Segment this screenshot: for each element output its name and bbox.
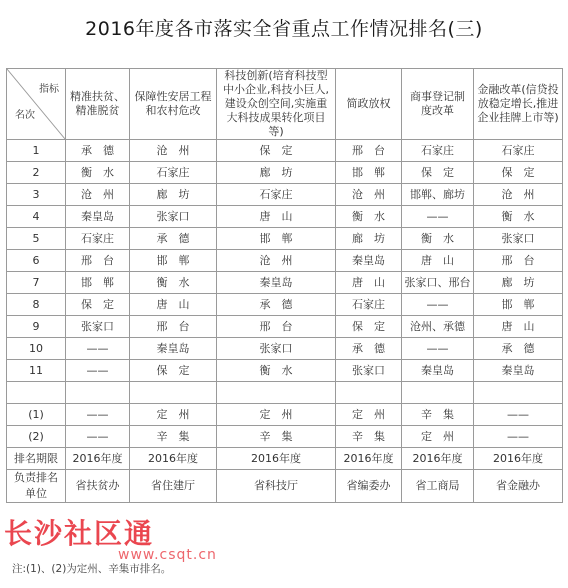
table-cell: 邢 台 xyxy=(66,250,130,272)
table-cell: 唐 山 xyxy=(474,316,563,338)
table-cell: 衡 水 xyxy=(336,206,402,228)
table-row xyxy=(7,184,563,206)
table-cell: 秦皇岛 xyxy=(217,272,336,294)
column-header: 保障性安居工程和农村危改 xyxy=(130,69,217,140)
table-cell: 沧 州 xyxy=(217,250,336,272)
table-row xyxy=(7,272,563,294)
table-cell: 沧 州 xyxy=(336,184,402,206)
table-cell: 廊 坊 xyxy=(474,272,563,294)
table-cell: —— xyxy=(474,426,563,448)
table-cell: 石家庄 xyxy=(474,140,563,162)
table-cell: —— xyxy=(66,426,130,448)
table-cell xyxy=(336,382,402,404)
table-cell: —— xyxy=(402,206,474,228)
footnote: 注:(1)、(2)为定州、辛集市排名。 xyxy=(12,563,172,575)
table-row xyxy=(7,294,563,316)
table-row xyxy=(7,360,563,382)
rank-cell: 3 xyxy=(7,184,66,206)
table-cell: 唐 山 xyxy=(402,250,474,272)
corner-label-rank: 名次 xyxy=(15,110,35,121)
table-cell: 唐 山 xyxy=(130,294,217,316)
table-cell: 辛 集 xyxy=(130,426,217,448)
responsible-row xyxy=(7,470,563,503)
table-cell: 2016年度 xyxy=(402,448,474,470)
table-cell: 省编委办 xyxy=(336,470,402,503)
table-row xyxy=(7,228,563,250)
column-header: 精准扶贫、精准脱贫 xyxy=(66,69,130,140)
table-cell: 2016年度 xyxy=(336,448,402,470)
table-cell: 邢 台 xyxy=(474,250,563,272)
table-cell: 沧 州 xyxy=(474,184,563,206)
table-cell: 衡 水 xyxy=(217,360,336,382)
header-row xyxy=(7,69,563,140)
table-cell: 秦皇岛 xyxy=(336,250,402,272)
table-cell: —— xyxy=(402,294,474,316)
table-cell xyxy=(474,382,563,404)
table-cell: 张家口 xyxy=(66,316,130,338)
table-cell: —— xyxy=(402,338,474,360)
rank-cell xyxy=(7,470,66,503)
column-header: 简政放权 xyxy=(336,69,402,140)
table-cell: 秦皇岛 xyxy=(66,206,130,228)
table-cell: 衡 水 xyxy=(66,162,130,184)
table-cell: 沧州、承德 xyxy=(402,316,474,338)
table-cell: 辛 集 xyxy=(402,404,474,426)
table-cell xyxy=(130,382,217,404)
rank-cell: 8 xyxy=(7,294,66,316)
table-cell: 石家庄 xyxy=(402,140,474,162)
table-cell: —— xyxy=(66,404,130,426)
table-cell: 承 德 xyxy=(474,338,563,360)
spacer-row xyxy=(7,382,563,404)
table-cell: 张家口 xyxy=(130,206,217,228)
rank-cell: 11 xyxy=(7,360,66,382)
table-cell: 张家口、邢台 xyxy=(402,272,474,294)
corner-header-cell xyxy=(7,69,66,140)
table-cell: 沧 州 xyxy=(130,140,217,162)
table-cell: 定 州 xyxy=(130,404,217,426)
table-cell: 承 德 xyxy=(217,294,336,316)
table-cell xyxy=(402,382,474,404)
table-cell: 保 定 xyxy=(336,316,402,338)
table-cell: 2016年度 xyxy=(474,448,563,470)
table-cell: 保 定 xyxy=(130,360,217,382)
table-cell: 省住建厅 xyxy=(130,470,217,503)
table-row xyxy=(7,338,563,360)
rank-cell xyxy=(7,382,66,404)
table-cell: 唐 山 xyxy=(336,272,402,294)
table-cell: 2016年度 xyxy=(66,448,130,470)
table-cell: 石家庄 xyxy=(336,294,402,316)
table-row xyxy=(7,140,563,162)
table-cell: 邯 郸 xyxy=(130,250,217,272)
rank-cell: 10 xyxy=(7,338,66,360)
column-header: 金融改革(信贷投放稳定增长,推进企业挂牌上市等) xyxy=(474,69,563,140)
table-cell: 定 州 xyxy=(402,426,474,448)
rank-cell: (1) xyxy=(7,404,66,426)
table-cell: 辛 集 xyxy=(336,426,402,448)
table-cell: —— xyxy=(474,404,563,426)
table-row xyxy=(7,426,563,448)
table-cell: 张家口 xyxy=(217,338,336,360)
watermark-url: www.csqt.cn xyxy=(118,547,217,563)
table-cell: 衡 水 xyxy=(130,272,217,294)
table-cell xyxy=(66,382,130,404)
table-cell: 保 定 xyxy=(217,140,336,162)
table-cell: 定 州 xyxy=(336,404,402,426)
table-cell: 秦皇岛 xyxy=(474,360,563,382)
table-cell: 保 定 xyxy=(474,162,563,184)
table-cell: 保 定 xyxy=(402,162,474,184)
period-row xyxy=(7,448,563,470)
table-cell: 秦皇岛 xyxy=(130,338,217,360)
table-cell: 省科技厅 xyxy=(217,470,336,503)
rank-cell: 2 xyxy=(7,162,66,184)
column-header: 科技创新(培育科技型中小企业,科技小巨人,建设众创空间,实施重大科技成果转化项目等) xyxy=(217,69,336,140)
table-cell: 廊 坊 xyxy=(217,162,336,184)
table-row xyxy=(7,206,563,228)
rank-cell: 7 xyxy=(7,272,66,294)
rank-cell: 1 xyxy=(7,140,66,162)
table-cell: 石家庄 xyxy=(130,162,217,184)
table-row xyxy=(7,316,563,338)
table-row xyxy=(7,404,563,426)
table-cell: —— xyxy=(66,360,130,382)
table-cell: 邢 台 xyxy=(130,316,217,338)
table-cell: 保 定 xyxy=(66,294,130,316)
table-cell: 石家庄 xyxy=(66,228,130,250)
table-cell: 承 德 xyxy=(66,140,130,162)
rank-cell: 6 xyxy=(7,250,66,272)
table-cell: 张家口 xyxy=(474,228,563,250)
table-cell xyxy=(217,382,336,404)
table-cell: 邯郸、廊坊 xyxy=(402,184,474,206)
table-cell: 廊 坊 xyxy=(130,184,217,206)
table-cell: 石家庄 xyxy=(217,184,336,206)
table-cell: 辛 集 xyxy=(217,426,336,448)
table-cell: 2016年度 xyxy=(217,448,336,470)
ranking-table xyxy=(6,68,563,503)
table-cell: 省扶贫办 xyxy=(66,470,130,503)
responsible-label: 负责排名单位 xyxy=(14,471,58,500)
table-cell: 2016年度 xyxy=(130,448,217,470)
table-row xyxy=(7,250,563,272)
rank-cell: 4 xyxy=(7,206,66,228)
table-cell: 邯 郸 xyxy=(217,228,336,250)
table-cell: 衡 水 xyxy=(402,228,474,250)
table-cell: 邯 郸 xyxy=(474,294,563,316)
table-cell: 邯 郸 xyxy=(66,272,130,294)
rank-cell: (2) xyxy=(7,426,66,448)
table-cell: 邯 郸 xyxy=(336,162,402,184)
rank-cell: 排名期限 xyxy=(7,448,66,470)
rank-cell: 9 xyxy=(7,316,66,338)
table-cell: —— xyxy=(66,338,130,360)
table-cell: 省工商局 xyxy=(402,470,474,503)
table-cell: 定 州 xyxy=(217,404,336,426)
corner-label-indicator: 指标 xyxy=(39,84,59,95)
rank-cell: 5 xyxy=(7,228,66,250)
table-cell: 邢 台 xyxy=(217,316,336,338)
table-row xyxy=(7,162,563,184)
table-cell: 衡 水 xyxy=(474,206,563,228)
table-cell: 承 德 xyxy=(130,228,217,250)
column-header: 商事登记制度改革 xyxy=(402,69,474,140)
table-cell: 沧 州 xyxy=(66,184,130,206)
table-cell: 邢 台 xyxy=(336,140,402,162)
table-cell: 秦皇岛 xyxy=(402,360,474,382)
watermark-logo: 长沙社区通 xyxy=(4,517,155,550)
table-cell: 承 德 xyxy=(336,338,402,360)
table-cell: 张家口 xyxy=(336,360,402,382)
page-title: 2016年度各市落实全省重点工作情况排名(三) xyxy=(85,18,483,40)
table-cell: 省金融办 xyxy=(474,470,563,503)
table-cell: 廊 坊 xyxy=(336,228,402,250)
diagonal-divider xyxy=(7,69,65,139)
table-cell: 唐 山 xyxy=(217,206,336,228)
